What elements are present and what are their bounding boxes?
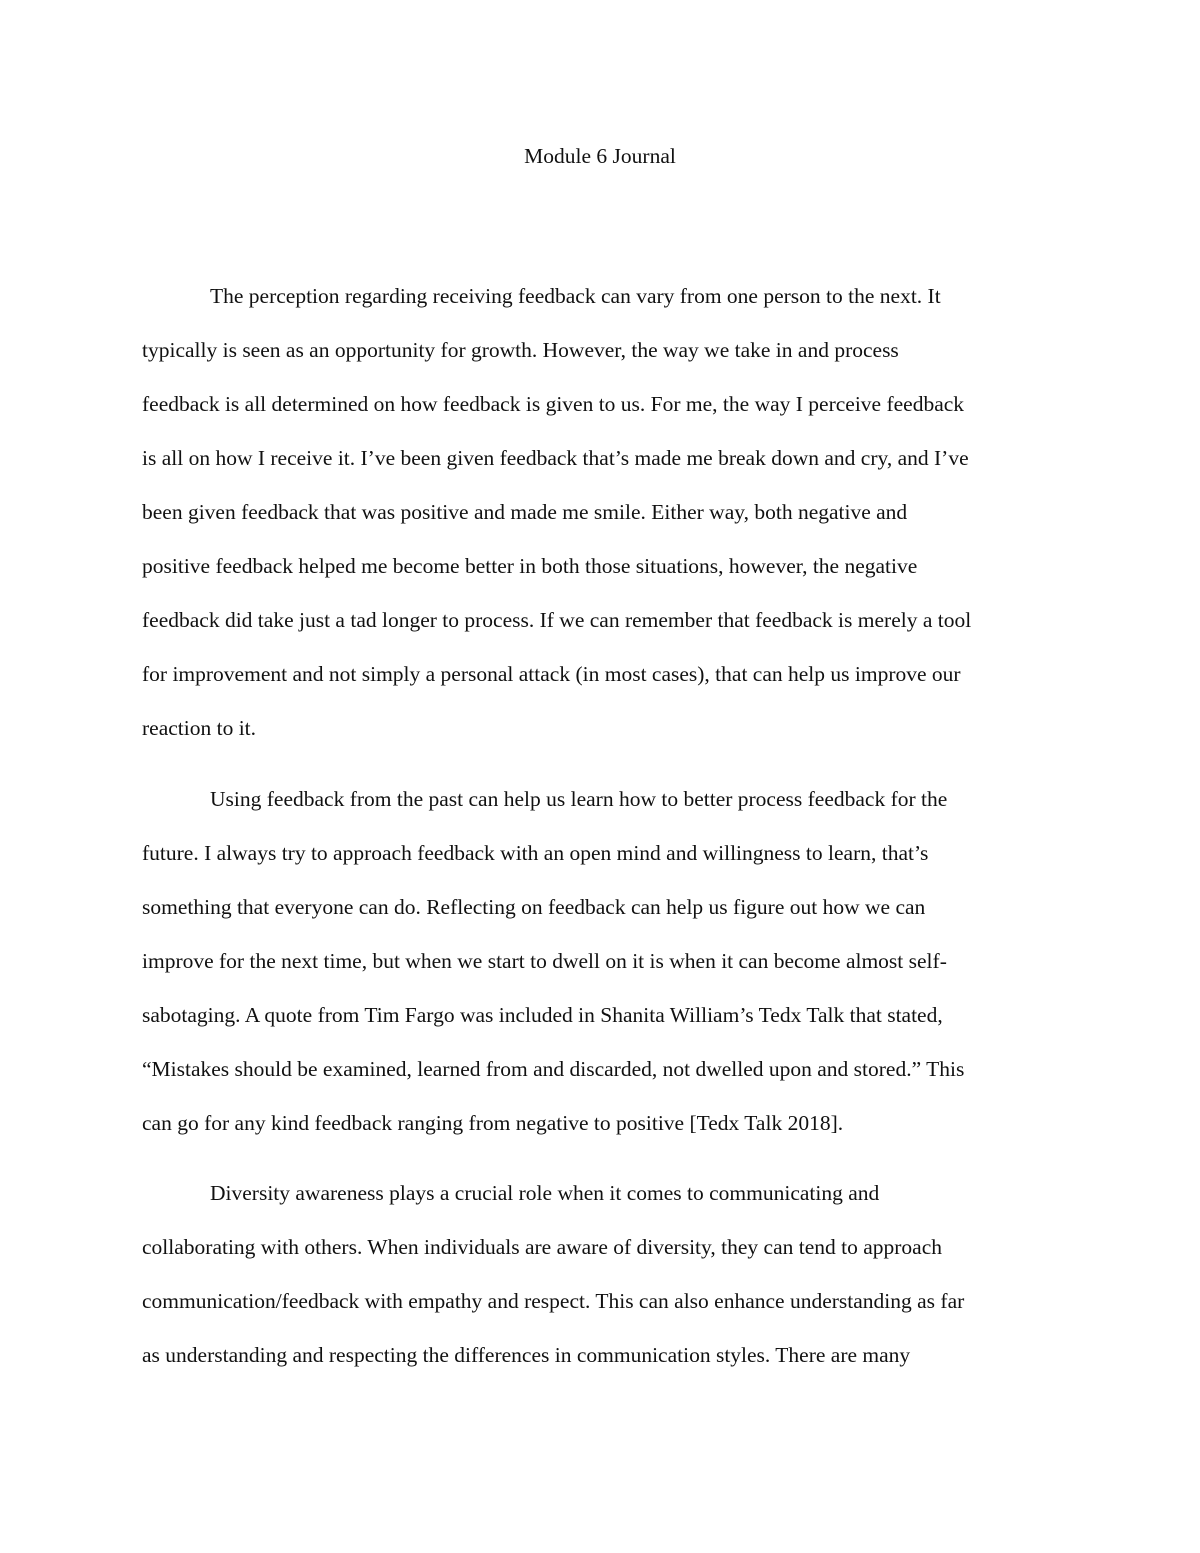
paragraph-line: is all on how I receive it. I’ve been given feedback that’s made me break down and cry, and I’ve <box>142 446 969 470</box>
paragraph-line: can go for any kind feedback ranging from negative to positive [Tedx Talk 2018]. <box>142 1111 844 1135</box>
paragraph-line: something that everyone can do. Reflecting on feedback can help us figure out how we can <box>142 895 926 919</box>
document-title: Module 6 Journal <box>524 144 676 168</box>
paragraph-line: been given feedback that was positive and made me smile. Either way, both negative and <box>142 500 908 524</box>
paragraph-line: improve for the next time, but when we start to dwell on it is when it can become almost self- <box>142 949 947 973</box>
paragraph-line: feedback is all determined on how feedback is given to us. For me, the way I perceive feedback <box>142 392 965 416</box>
paragraph-line: feedback did take just a tad longer to process. If we can remember that feedback is merely a tool <box>142 608 972 632</box>
paragraph-line: as understanding and respecting the differences in communication styles. There are many <box>142 1343 911 1367</box>
paragraph-3 <box>142 1166 1072 1382</box>
paragraph-line: Diversity awareness plays a crucial role when it comes to communicating and <box>210 1181 880 1205</box>
paragraph-line: positive feedback helped me become better in both those situations, however, the negative <box>142 554 918 578</box>
paragraph-line: reaction to it. <box>142 716 257 740</box>
paragraph-line: collaborating with others. When individuals are aware of diversity, they can tend to approach <box>142 1235 943 1259</box>
paragraph-line: sabotaging. A quote from Tim Fargo was included in Shanita William’s Tedx Talk that stated, <box>142 1003 943 1027</box>
paragraph-1 <box>142 269 1072 755</box>
paragraph-line: The perception regarding receiving feedback can vary from one person to the next. It <box>210 284 941 308</box>
paragraph-line: Using feedback from the past can help us learn how to better process feedback for the <box>210 787 948 811</box>
paragraph-line: future. I always try to approach feedback with an open mind and willingness to learn, that’s <box>142 841 929 865</box>
paragraph-line: “Mistakes should be examined, learned from and discarded, not dwelled upon and stored.” This <box>142 1057 965 1081</box>
paragraph-2 <box>142 772 1072 1150</box>
paragraph-line: typically is seen as an opportunity for growth. However, the way we take in and process <box>142 338 899 362</box>
paragraph-line: communication/feedback with empathy and respect. This can also enhance understanding as far <box>142 1289 965 1313</box>
paragraph-line: for improvement and not simply a personal attack (in most cases), that can help us improve our <box>142 662 961 686</box>
